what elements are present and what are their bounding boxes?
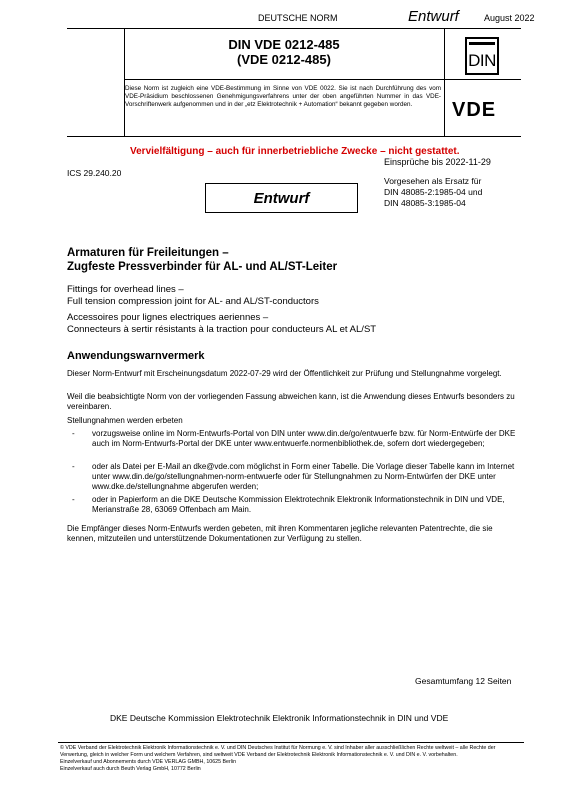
title-french-line: Connecteurs à sertir résistants à la traction pour conducteurs AL et AL/ST xyxy=(67,324,377,335)
din-logo-text: DIN xyxy=(468,51,496,70)
replacement-line: Vorgesehen als Ersatz für xyxy=(384,176,482,186)
replacement-line: DIN 48085-2:1985-04 und xyxy=(384,187,483,197)
title-german xyxy=(67,246,527,274)
title-english-line: Full tension compression joint for AL- and AL/ST-conductors xyxy=(67,296,319,307)
list-item-text: oder in Papierform an die DKE Deutsche Kommission Elektrotechnik Elektronik Informationstechnik in DIN und VDE, Merianstraße 28, 63069 Offenbach am Main. xyxy=(92,495,505,514)
list-item-text: vorzugsweise online im Norm-Entwurfs-Portal von DIN unter www.din.de/go/entwuerfe bzw. für Norm-Entwürfe der DKE auch im Norm-Entwurfs-Portal der DKE unter www.entwuerfe.normenbibliothek.de, sofern dort wiedergegeben; xyxy=(92,429,516,448)
title-french xyxy=(67,312,527,336)
header-date: August 2022 xyxy=(484,13,535,23)
footer-line: © VDE Verband der Elektrotechnik Elektronik Informationstechnik e. V. und DIN Deutsches Institut für Normung e. V. sind Inhaber aller ausschließlichen Rechte weltweit – alle Rechte der Verwertung, gleich in welcher Form und welchem Verfahren, sind weltweit VDE Verband der Elektrotechnik Elektronik Informationstechnik e. V. und DIN e. V. vorbehalten. xyxy=(60,745,496,758)
list-dash: - xyxy=(72,462,75,471)
dke-line: DKE Deutsche Kommission Elektrotechnik Elektronik Informationstechnik in DIN und VDE xyxy=(110,713,449,723)
vde-logo: VDE xyxy=(452,99,497,121)
footer-line: Einzelverkauf und Abonnements durch VDE VERLAG GMBH, 10625 Berlin xyxy=(60,759,237,765)
footer-line: Einzelverkauf auch durch Beuth Verlag GmbH, 10772 Berlin xyxy=(60,766,201,772)
list-dash: - xyxy=(72,429,75,438)
list-item-text: oder als Datei per E-Mail an dke@vde.com möglichst in Form einer Tabelle. Die Vorlage dieser Tabelle kann im Internet unter www.din.de/go/stellungnahmen-norm-entwuerfe oder für Stellungnahmen zu Norm-Entwürfen der DKE unter www.dke.de/stellungnahme abgerufen werden; xyxy=(92,462,515,491)
header-norm: DEUTSCHE NORM xyxy=(258,13,338,23)
page-count: Gesamtumfang 12 Seiten xyxy=(415,676,512,686)
footer-divider xyxy=(58,742,524,743)
title-german-line: Armaturen für Freileitungen – xyxy=(67,247,229,259)
warning-heading: Anwendungswarnvermerk xyxy=(67,350,205,362)
warning-paragraph: Stellungnahmen werden erbeten xyxy=(67,416,183,425)
title-german-line: Zugfeste Pressverbinder für AL- und AL/ST-Leiter xyxy=(67,261,338,273)
replacement-line: DIN 48085-3:1985-04 xyxy=(384,198,466,208)
warning-paragraph: Die Empfänger dieses Norm-Entwurfs werden gebeten, mit ihren Kommentaren jegliche relevanten Patentrechte, die sie kennen, mitzuteilen und unterstützende Dokumentationen zur Verfügung zu stellen. xyxy=(67,524,493,543)
grid-line xyxy=(444,29,445,137)
title-english xyxy=(67,284,527,308)
ics-code: ICS 29.240.20 xyxy=(67,168,122,178)
vde-notice: Diese Norm ist zugleich eine VDE-Bestimmung im Sinne von VDE 0022. Sie ist nach Durchführung des vom VDE-Präsidium beschlossenen Genehmigungsverfahrens unter der oben angeführten Nummer in das VDE-Vorschriftenwerk aufgenommen und in der „etz Elektrotechnik + Automation“ bekannt gegeben worden. xyxy=(125,85,441,108)
document-number-line2: (VDE 0212-485) xyxy=(237,52,331,67)
copy-warning: Vervielfältigung – auch für innerbetriebliche Zwecke – nicht gestattet. xyxy=(130,146,460,157)
objection-deadline: Einsprüche bis 2022-11-29 xyxy=(384,157,491,167)
replacement-note xyxy=(384,176,524,209)
grid-line xyxy=(67,136,521,137)
document-number-line1: DIN VDE 0212-485 xyxy=(228,37,340,52)
din-logo xyxy=(465,37,499,75)
title-grid xyxy=(67,28,521,137)
warning-paragraph: Dieser Norm-Entwurf mit Erscheinungsdatum 2022-07-29 wird der Öffentlichkeit zur Prüfung und Stellungnahme vorgelegt. xyxy=(67,369,502,378)
warning-paragraph: Weil die beabsichtigte Norm von der vorliegenden Fassung abweichen kann, ist die Anwendung dieses Entwurfs besonders zu vereinbaren. xyxy=(67,392,515,411)
header-entwurf: Entwurf xyxy=(408,8,459,25)
din-logo-bar xyxy=(469,42,495,45)
draft-box: Entwurf xyxy=(205,183,358,213)
title-french-line: Accessoires pour lignes electriques aeriennes – xyxy=(67,312,269,323)
title-english-line: Fittings for overhead lines – xyxy=(67,284,184,295)
document-number xyxy=(125,37,443,67)
list-dash: - xyxy=(72,495,75,504)
footer xyxy=(60,745,522,773)
grid-line xyxy=(124,79,521,80)
